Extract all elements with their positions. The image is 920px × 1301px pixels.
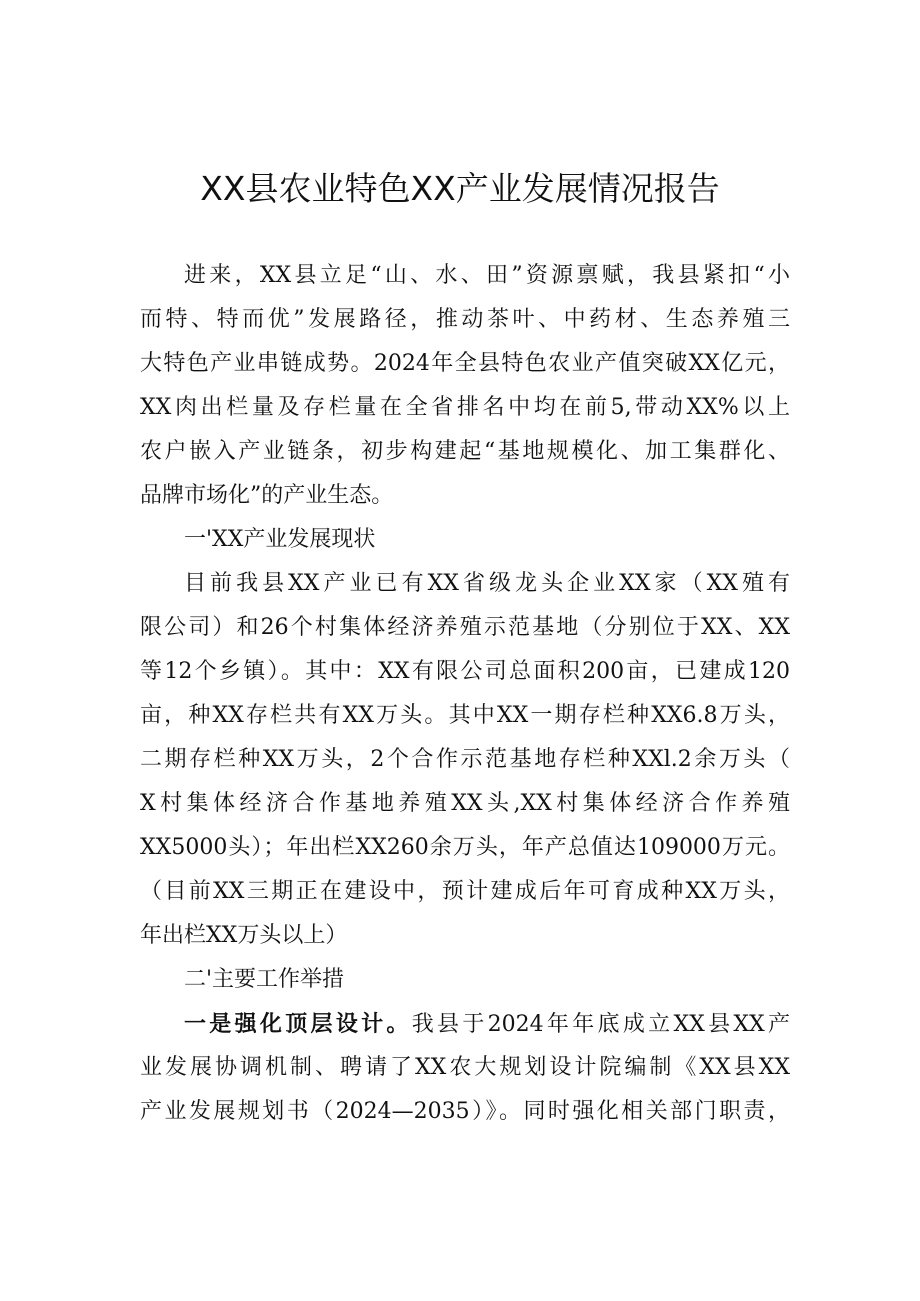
paragraph-3-line-3: 产业发展规划书（2024—2035）》。同时强化相关部门职责， [140, 1099, 790, 1124]
paragraph-1-line-4: XX肉出栏量及存栏量在全省排名中均在前5,带动XX%以上 [140, 395, 790, 420]
document-title: XX县农业特色XX产业发展情况报告 [200, 169, 720, 208]
paragraph-2-line-1: 目前我县XX产业已有XX省级龙头企业XX家（XX殖有 [184, 571, 790, 596]
paragraph-2-line-7: XX5000头）；年出栏XX260余万头，年产总值达109000万元。 [140, 835, 790, 860]
paragraph-3-line-1 [184, 1002, 790, 1046]
paragraph-2-line-6: X村集体经济合作基地养殖XX头,XX村集体经济合作养殖 [140, 791, 790, 816]
section-heading-1: 一'XX产业发展现状 [184, 527, 376, 552]
paragraph-2-line-8: （目前XX三期正在建设中，预计建成后年可育成种XX万头， [140, 879, 790, 904]
paragraph-1-line-3: 大特色产业串链成势。2024年全县特色农业产值突破XX亿元， [140, 351, 790, 376]
paragraph-1-line-6: 品牌市场化”的产业生态。 [140, 483, 394, 508]
paragraph-2-line-9: 年出栏XX万头以上） [140, 923, 348, 948]
paragraph-1-line-1: 进来，XX县立足“山、水、田”资源禀赋，我县紧扣“小 [184, 263, 790, 288]
paragraph-2-line-3: 等12个乡镇）。其中：XX有限公司总面积200亩，已建成120 [140, 659, 790, 684]
paragraph-1-line-2: 而特、特而优”发展路径，推动茶叶、中药材、生态养殖三 [140, 307, 790, 332]
paragraph-3-line-1-rest: 我县于2024年年底成立XX县XX产 [411, 1012, 790, 1037]
paragraph-3-lead: 一是强化顶层设计。 [184, 1011, 412, 1037]
section-heading-2: 二'主要工作举措 [184, 967, 345, 992]
paragraph-1-line-5: 农户嵌入产业链条，初步构建起“基地规模化、加工集群化、 [140, 439, 790, 464]
paragraph-2-line-2: 限公司）和26个村集体经济养殖示范基地（分别位于XX、XX [140, 615, 790, 640]
paragraph-2-line-4: 亩，种XX存栏共有XX万头。其中XX一期存栏种XX6.8万头， [140, 703, 790, 728]
paragraph-3-line-2: 业发展协调机制、聘请了XX农大规划设计院编制《XX县XX [140, 1055, 790, 1080]
paragraph-2-line-5: 二期存栏种XX万头，2个合作示范基地存栏种XXl.2余万头（ [140, 747, 790, 772]
